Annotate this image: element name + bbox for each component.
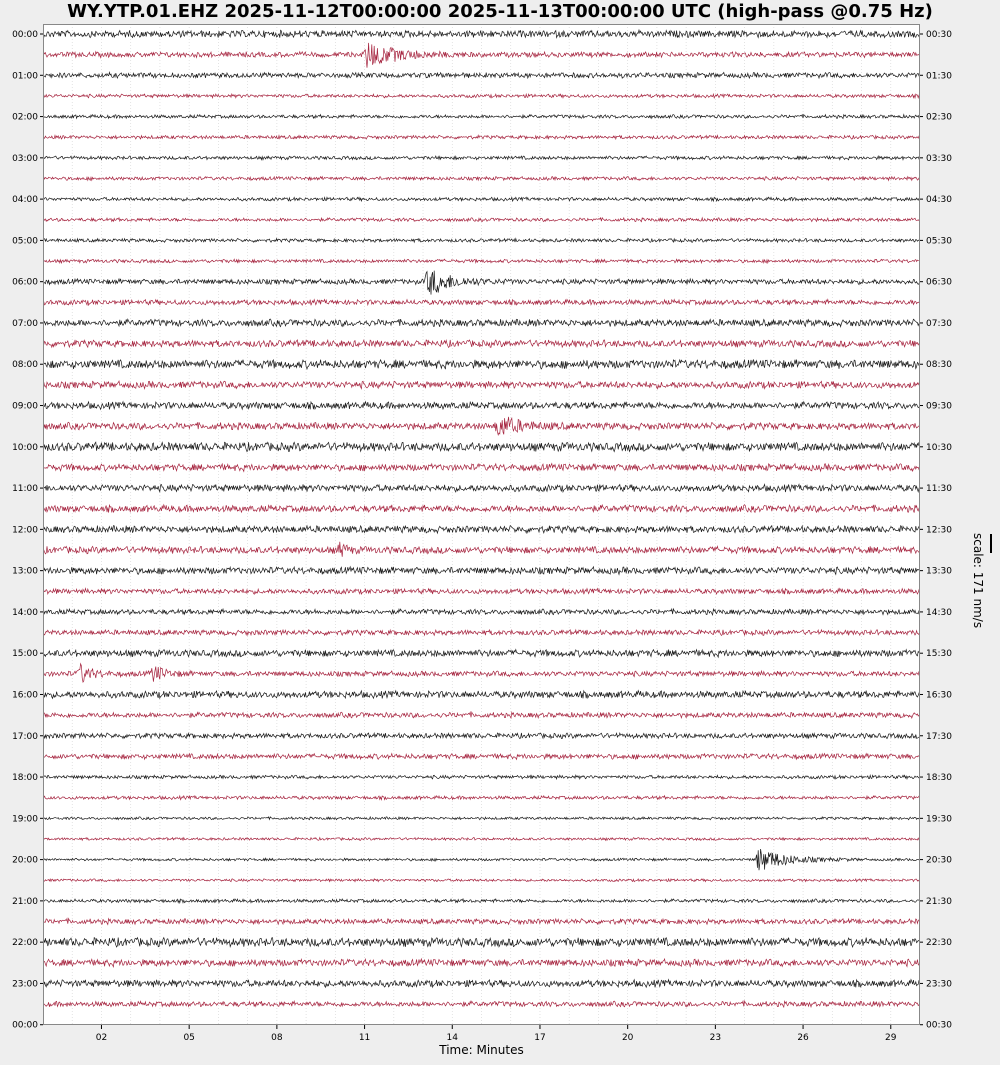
seismic-trace: [43, 464, 920, 472]
right-hour-label: 23:30: [926, 979, 952, 990]
seismic-trace: [43, 319, 920, 327]
left-hour-label: 10:00: [12, 442, 38, 453]
left-hour-label: 03:00: [12, 153, 38, 164]
left-hour-label: 16:00: [12, 690, 38, 701]
seismogram-plot-area: [43, 24, 920, 1025]
right-hour-label: 19:30: [926, 814, 952, 825]
right-hour-label: 20:30: [926, 855, 952, 866]
right-hour-label: 21:30: [926, 896, 952, 907]
right-hour-label: 01:30: [926, 71, 952, 82]
x-tick-label: 17: [534, 1033, 546, 1043]
seismic-trace: [43, 919, 920, 925]
left-hour-label: 11:00: [12, 484, 38, 495]
seismic-trace: [43, 980, 920, 988]
scale-bar: [990, 534, 992, 553]
right-hour-label: 09:30: [926, 401, 952, 412]
seismic-trace: [43, 505, 920, 513]
chart-title: WY.YTP.01.EHZ 2025-11-12T00:00:00 2025-11-13T00:00:00 UTC (high-pass @0.75 Hz): [67, 1, 933, 22]
left-hour-label: 13:00: [12, 566, 38, 577]
left-hour-label: 12:00: [12, 525, 38, 536]
right-hour-label: 11:30: [926, 484, 952, 495]
right-hour-label: 00:30: [926, 30, 952, 40]
left-hour-label: 23:00: [12, 979, 38, 990]
x-tick-label: 02: [95, 1033, 108, 1043]
seismic-trace: [43, 691, 920, 699]
x-axis-label: Time: Minutes: [439, 1043, 524, 1057]
left-hour-label: 21:00: [12, 896, 38, 907]
right-hour-label: 14:30: [926, 607, 952, 618]
seismic-trace: [43, 484, 920, 492]
right-hour-label: 00:30: [926, 1020, 952, 1031]
left-hour-label: 01:00: [12, 71, 38, 82]
right-hour-label: 16:30: [926, 690, 952, 701]
seismic-trace: [43, 197, 920, 201]
left-hour-label: 06:00: [12, 277, 38, 288]
left-hour-label: 09:00: [12, 401, 38, 412]
right-hour-label: 15:30: [926, 649, 952, 660]
left-hour-label: 00:00: [12, 1020, 38, 1031]
right-hour-label: 17:30: [926, 731, 952, 742]
seismogram-svg: [43, 24, 920, 1025]
seismic-trace: [43, 340, 920, 348]
right-hour-label: 13:30: [926, 566, 952, 577]
right-hour-label: 05:30: [926, 236, 952, 247]
left-hour-label: 19:00: [12, 814, 38, 825]
left-hour-label: 08:00: [12, 360, 38, 371]
x-tick-label: 29: [885, 1033, 897, 1043]
seismic-trace: [43, 359, 920, 369]
seismic-trace: [43, 588, 920, 594]
right-hour-label: 18:30: [926, 773, 952, 784]
left-hour-label: 05:00: [12, 236, 38, 247]
left-hour-label: 00:00: [12, 30, 38, 40]
right-hour-label: 03:30: [926, 153, 952, 164]
left-hour-label: 18:00: [12, 773, 38, 784]
x-tick-label: 05: [183, 1033, 195, 1043]
right-hour-label: 04:30: [926, 195, 952, 206]
right-hour-label: 10:30: [926, 442, 952, 453]
seismic-trace: [43, 899, 920, 903]
seismic-trace: [43, 650, 920, 658]
x-tick-label: 14: [446, 1033, 458, 1043]
left-hour-label: 02:00: [12, 112, 38, 123]
seismic-trace: [43, 72, 920, 78]
left-hour-label: 04:00: [12, 195, 38, 206]
right-hour-label: 22:30: [926, 938, 952, 949]
seismic-trace: [43, 775, 920, 779]
right-hour-label: 12:30: [926, 525, 952, 536]
left-hour-label: 17:00: [12, 731, 38, 742]
left-hour-label: 07:00: [12, 318, 38, 329]
left-hour-label: 14:00: [12, 607, 38, 618]
seismic-trace: [43, 796, 920, 800]
left-hour-label: 22:00: [12, 938, 38, 949]
right-hour-label: 02:30: [926, 112, 952, 123]
left-hour-label: 15:00: [12, 649, 38, 660]
right-hour-label: 07:30: [926, 318, 952, 329]
seismic-trace: [43, 609, 920, 615]
x-tick-label: 08: [271, 1033, 283, 1043]
x-tick-label: 20: [621, 1033, 634, 1043]
x-tick-label: 26: [797, 1033, 809, 1043]
seismic-trace: [43, 94, 920, 98]
x-tick-label: 23: [709, 1033, 722, 1043]
right-hour-label: 08:30: [926, 360, 952, 371]
x-tick-label: 11: [358, 1033, 371, 1043]
right-hour-label: 06:30: [926, 277, 952, 288]
left-hour-label: 20:00: [12, 855, 38, 866]
scale-label: scale: 171 nm/s: [971, 533, 985, 629]
